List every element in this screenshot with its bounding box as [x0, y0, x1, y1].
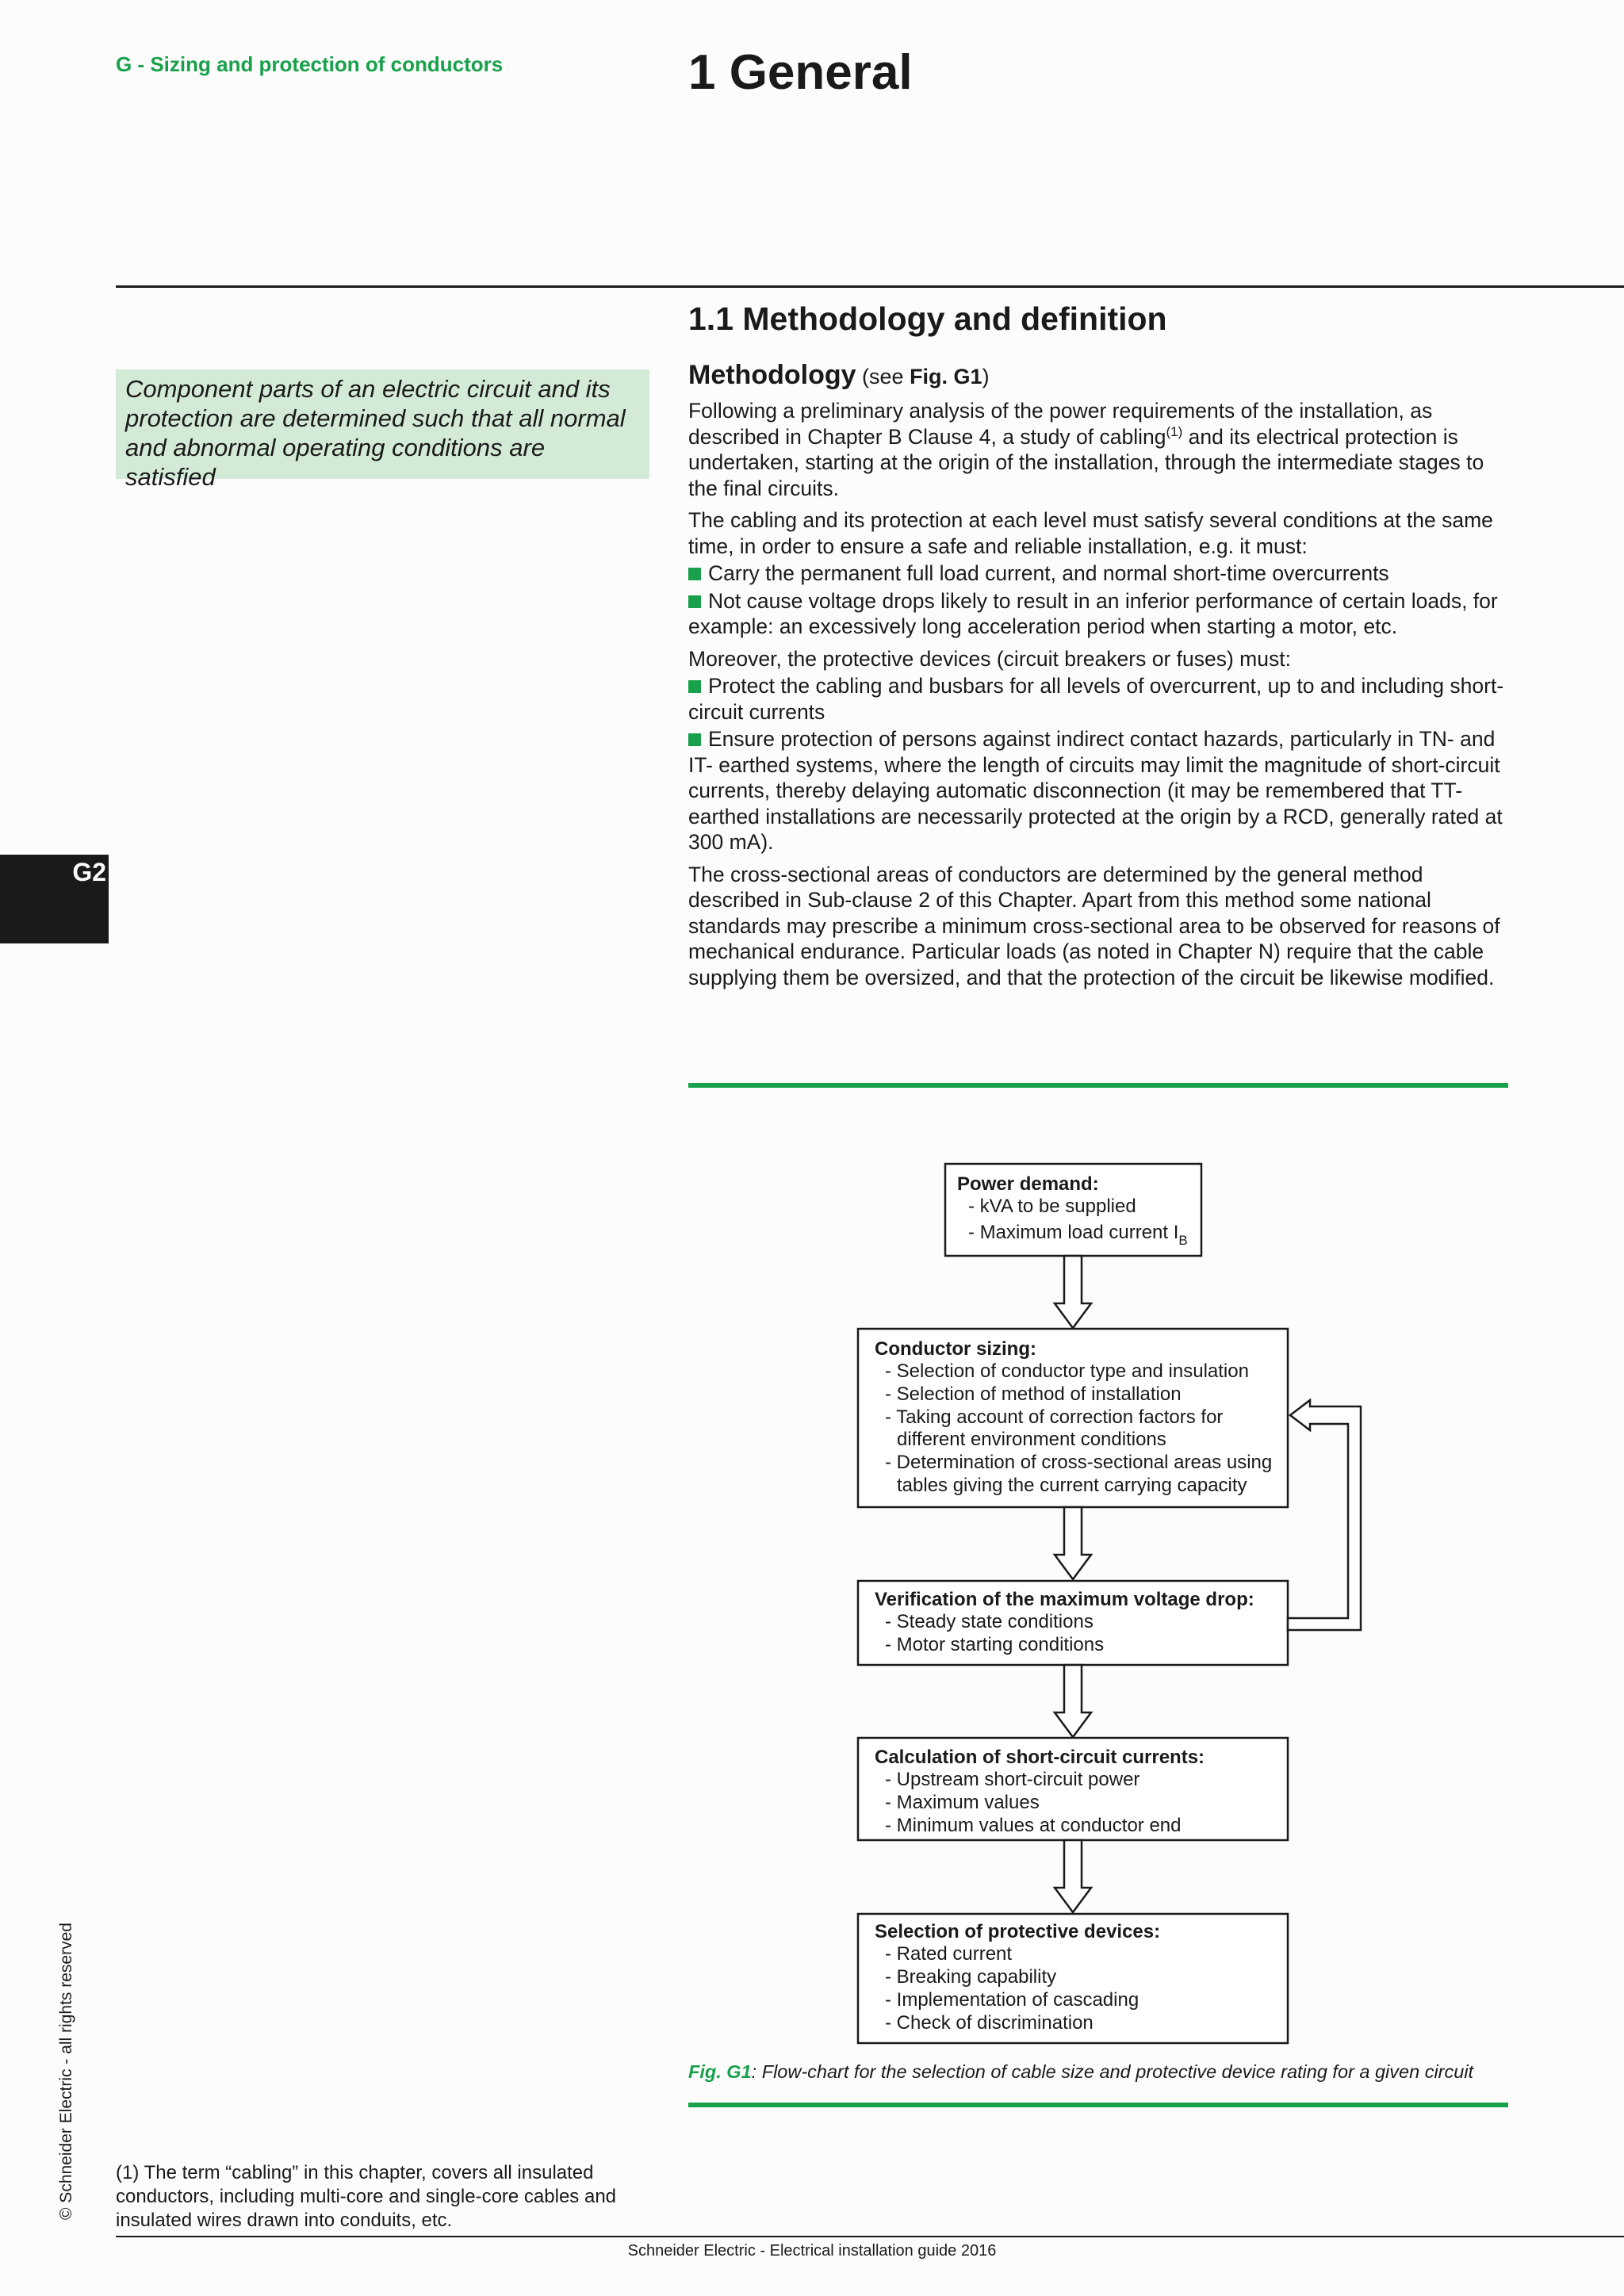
- box-line: - Check of discrimination: [885, 2012, 1094, 2034]
- chapter-title: 1 General: [688, 45, 913, 100]
- box-line: - Rated current: [885, 1943, 1013, 1965]
- figure-reference: Fig. G1: [910, 365, 982, 388]
- feedback-arrow-icon: [1288, 1400, 1361, 1630]
- copyright-notice: © Schneider Electric - all rights reserved: [57, 1923, 75, 2220]
- bottom-divider: [116, 2236, 1624, 2237]
- box-title: Verification of the maximum voltage drop:: [875, 1589, 1254, 1610]
- page-tab-label: G2: [72, 858, 106, 886]
- box-line: - Implementation of cascading: [885, 1989, 1139, 2011]
- box-line: - Breaking capability: [885, 1966, 1057, 1988]
- figure-reference-suffix: ): [982, 365, 990, 388]
- page-footer: Schneider Electric - Electrical installation guide 2016: [627, 2242, 997, 2260]
- footnote: (1) The term “cabling” in this chapter, covers all insulated conductors, including multi-core and single-core cables and insulated wires drawn into conduits, etc.: [116, 2162, 617, 2231]
- paragraph-intro-text: Following a preliminary analysis of the power requirements of the installation, as described in Chapter B Clause 4, a study of cabling: [688, 399, 1433, 449]
- box-title: Calculation of short-circuit currents:: [875, 1747, 1205, 1768]
- box-title: Selection of protective devices:: [875, 1921, 1161, 1942]
- box-line: - Motor starting conditions: [885, 1634, 1105, 1655]
- box-line: tables giving the current carrying capacity: [897, 1475, 1247, 1496]
- paragraph-conditions: The cabling and its protection at each level must satisfy several conditions at the same time, in order to ensure a safe and reliable installation, e.g. it must:: [688, 508, 1493, 558]
- box-line: - Selection of method of installation: [885, 1383, 1182, 1405]
- arrow-down-icon: [1055, 1840, 1091, 1912]
- box-line: - kVA to be supplied: [968, 1196, 1136, 1217]
- box-line: - Selection of conductor type and insulation: [885, 1360, 1249, 1382]
- box-line: - Taking account of correction factors for: [885, 1406, 1224, 1428]
- figure-caption: [688, 2061, 1521, 2083]
- paragraph-cross-section: The cross-sectional areas of conductors are determined by the general method described in Sub-clause 2 of this Chapter. Apart from this method some national standards may prescribe a minimum cross-sectional area to be observed for reasons of mechanical endurance. Particular loads (as noted in Chapter N) require that the cable supplying them be oversized, and that the protection of the circuit be likewise modified.: [688, 862, 1500, 989]
- box-line: - Minimum values at conductor end: [885, 1815, 1182, 1836]
- box-line: - Upstream short-circuit power: [885, 1769, 1140, 1790]
- box-line: - Maximum values: [885, 1792, 1040, 1813]
- caption-text: : Flow-chart for the selection of cable size and protective device rating for a given circuit: [751, 2061, 1474, 2082]
- bullet-text: Carry the permanent full load current, and normal short-time overcurrents: [708, 561, 1389, 585]
- box-line-subscript: B: [1178, 1233, 1188, 1248]
- box-line: - Determination of cross-sectional areas using: [885, 1452, 1273, 1473]
- arrow-down-icon: [1055, 1507, 1091, 1579]
- paragraph-intro-continued: and its electrical protection is undertaken, starting at the origin of the installation, through the intermediate stages to the final circuits.: [688, 424, 1484, 500]
- methodology-title: Methodology: [688, 360, 856, 390]
- figure-reference-prefix: (see: [856, 365, 910, 388]
- bullet-text: Not cause voltage drops likely to result in an inferior performance of certain loads, for example: an excessively long acceleration period when starting a motor, etc.: [688, 588, 1498, 638]
- arrow-down-icon: [1055, 1665, 1091, 1737]
- bullet-text: Ensure protection of persons against indirect contact hazards, particularly in TN- and IT- earthed systems, where the length of circuits may limit the magnitude of short-circuit currents, thereby delaying automatic disconnection (it may be remembered that TT- earthed installations are necessarily protected at the origin by a RCD, generally rated at 300 mA).: [688, 727, 1503, 854]
- box-title: Conductor sizing:: [875, 1338, 1036, 1360]
- box-line: different environment conditions: [897, 1429, 1166, 1450]
- arrow-down-icon: [1055, 1256, 1091, 1328]
- box-title: Power demand:: [957, 1173, 1099, 1195]
- box-line-text: - Maximum load current I: [968, 1222, 1179, 1243]
- paragraph-protective-devices: Moreover, the protective devices (circuit breakers or fuses) must:: [688, 646, 1291, 671]
- side-note: Component parts of an electric circuit and its protection are determined such that all normal and abnormal operating conditions are satisfied: [116, 369, 649, 479]
- subsection-title: 1.1 Methodology and definition: [688, 300, 1167, 337]
- footnote-marker: (1): [1166, 423, 1183, 439]
- section-label: G - Sizing and protection of conductors: [116, 52, 504, 76]
- box-line: - Steady state conditions: [885, 1611, 1094, 1632]
- figure-label: Fig. G1: [688, 2061, 752, 2082]
- green-divider-bottom: [688, 2103, 1508, 2107]
- bullet-text: Protect the cabling and busbars for all levels of overcurrent, up to and including short-circuit currents: [688, 674, 1504, 724]
